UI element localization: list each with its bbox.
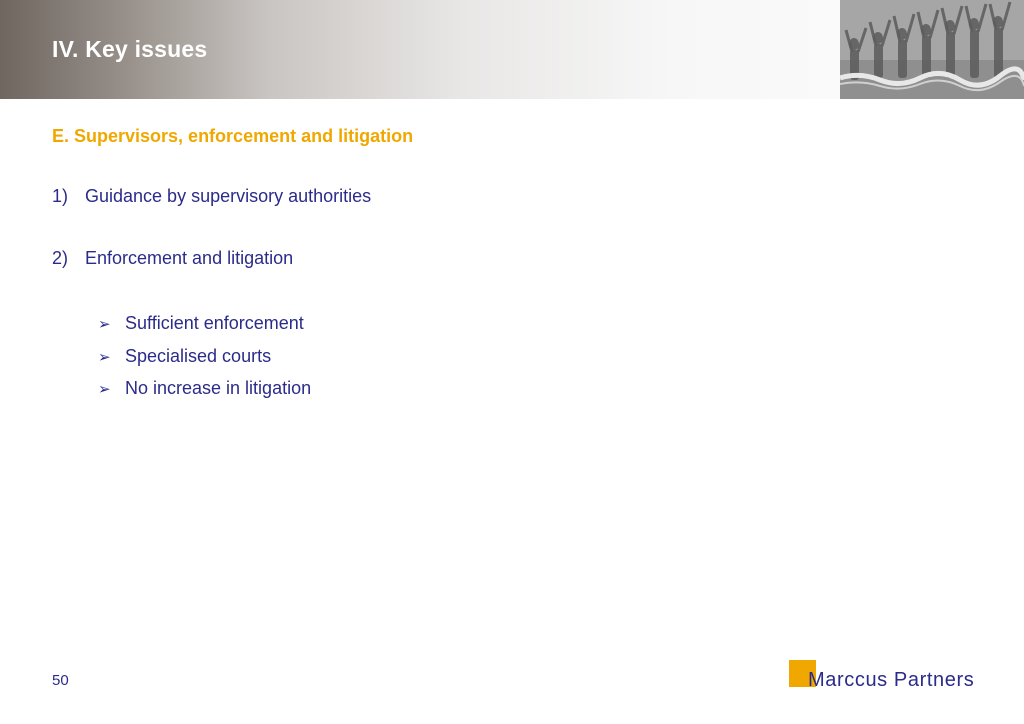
slide-title: IV. Key issues <box>52 36 208 62</box>
bullet-text: Sufficient enforcement <box>125 313 304 333</box>
item-text: Enforcement and litigation <box>85 248 294 268</box>
bullet-text: No increase in litigation <box>125 378 312 398</box>
item-text: Guidance by supervisory authorities <box>85 186 372 206</box>
numbered-item <box>52 248 293 269</box>
bullet-item <box>98 346 271 367</box>
bullet-text: Specialised courts <box>125 346 272 366</box>
people-photo-image <box>840 0 1024 99</box>
arrow-bullet-icon: ➢ <box>98 349 111 366</box>
bullet-item <box>98 378 311 399</box>
bullet-item <box>98 313 304 334</box>
header-photo <box>840 0 1024 99</box>
section-heading: E. Supervisors, enforcement and litigation <box>52 126 414 146</box>
arrow-bullet-icon: ➢ <box>98 316 111 333</box>
arrow-bullet-icon: ➢ <box>98 381 111 398</box>
numbered-item <box>52 186 371 207</box>
page-number: 50 <box>52 672 69 689</box>
company-logo: Marccus Partners <box>808 669 975 691</box>
item-number: 1) <box>52 186 69 206</box>
item-number: 2) <box>52 248 69 268</box>
